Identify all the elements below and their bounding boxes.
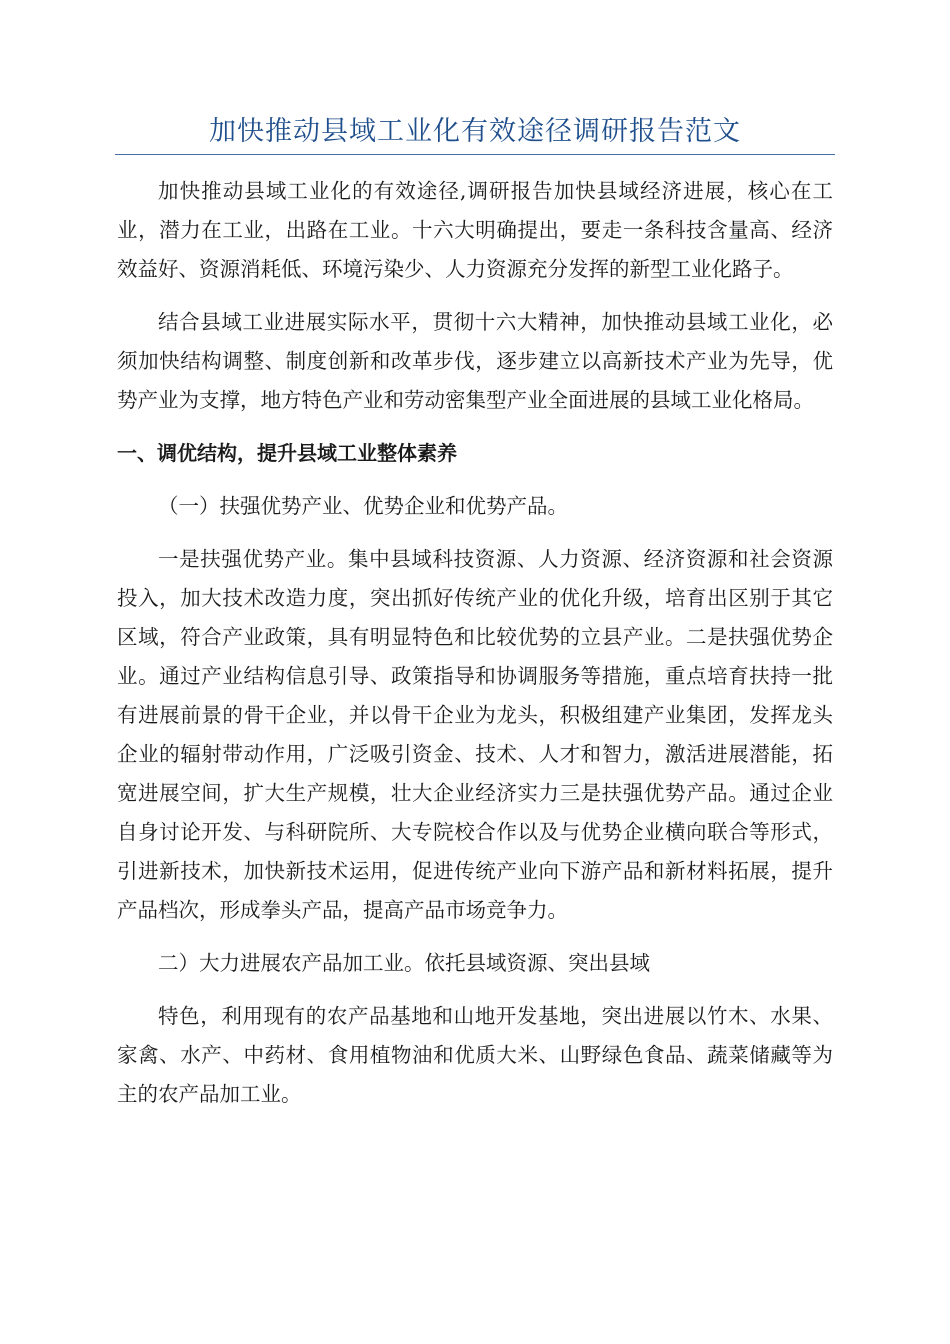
paragraph-intro: 加快推动县域工业化的有效途径,调研报告加快县域经济进展，核心在工业，潜力在工业，出路在工业。十六大明确提出，要走一条科技含量高、经济效益好、资源消耗低、环境污染少、人力资源充分发挥的新型工业化路子。 (117, 179, 833, 281)
document-body (117, 172, 833, 1128)
subsection-heading-2: 二）大力进展农产品加工业。依托县域资源、突出县域 (158, 951, 650, 975)
paragraph-subsection-2: 特色，利用现有的农产品基地和山地开发基地，突出进展以竹木、水果、家禽、水产、中药材、食用植物油和优质大米、山野绿色食品、蔬菜储藏等为主的农产品加工业。 (117, 1004, 833, 1106)
paragraph-subsection-1: 一是扶强优势产业。集中县域科技资源、人力资源、经济资源和社会资源投入，加大技术改造力度，突出抓好传统产业的优化升级，培育出区别于其它区域，符合产业政策，具有明显特色和比较优势的立县产业。二是扶强优势企业。通过产业结构信息引导、政策指导和协调服务等措施，重点培育扶持一批有进展前景的骨干企业，并以骨干企业为龙头，积极组建产业集团，发挥龙头企业的辐射带动作用，广泛吸引资金、技术、人才和智力，激活进展潜能，拓宽进展空间，扩大生产规模，壮大企业经济实力三是扶强优势产品。通过企业自身讨论开发、与科研院所、大专院校合作以及与优势企业横向联合等形式，引进新技术，加快新技术运用，促进传统产业向下游产品和新材料拓展，提升产品档次，形成拳头产品，提高产品市场竞争力。 (117, 547, 833, 922)
title-underline (115, 154, 835, 155)
document-title: 加快推动县域工业化有效途径调研报告范文 (209, 116, 741, 147)
section-heading-1: 一、调优结构，提升县域工业整体素养 (117, 441, 457, 465)
paragraph-context: 结合县域工业进展实际水平，贯彻十六大精神，加快推动县域工业化，必须加快结构调整、制度创新和改革步伐，逐步建立以高新技术产业为先导，优势产业为支撑，地方特色产业和劳动密集型产业全面进展的县域工业化格局。 (117, 310, 833, 412)
subsection-heading-1: （一）扶强优势产业、优势企业和优势产品。 (158, 494, 568, 518)
